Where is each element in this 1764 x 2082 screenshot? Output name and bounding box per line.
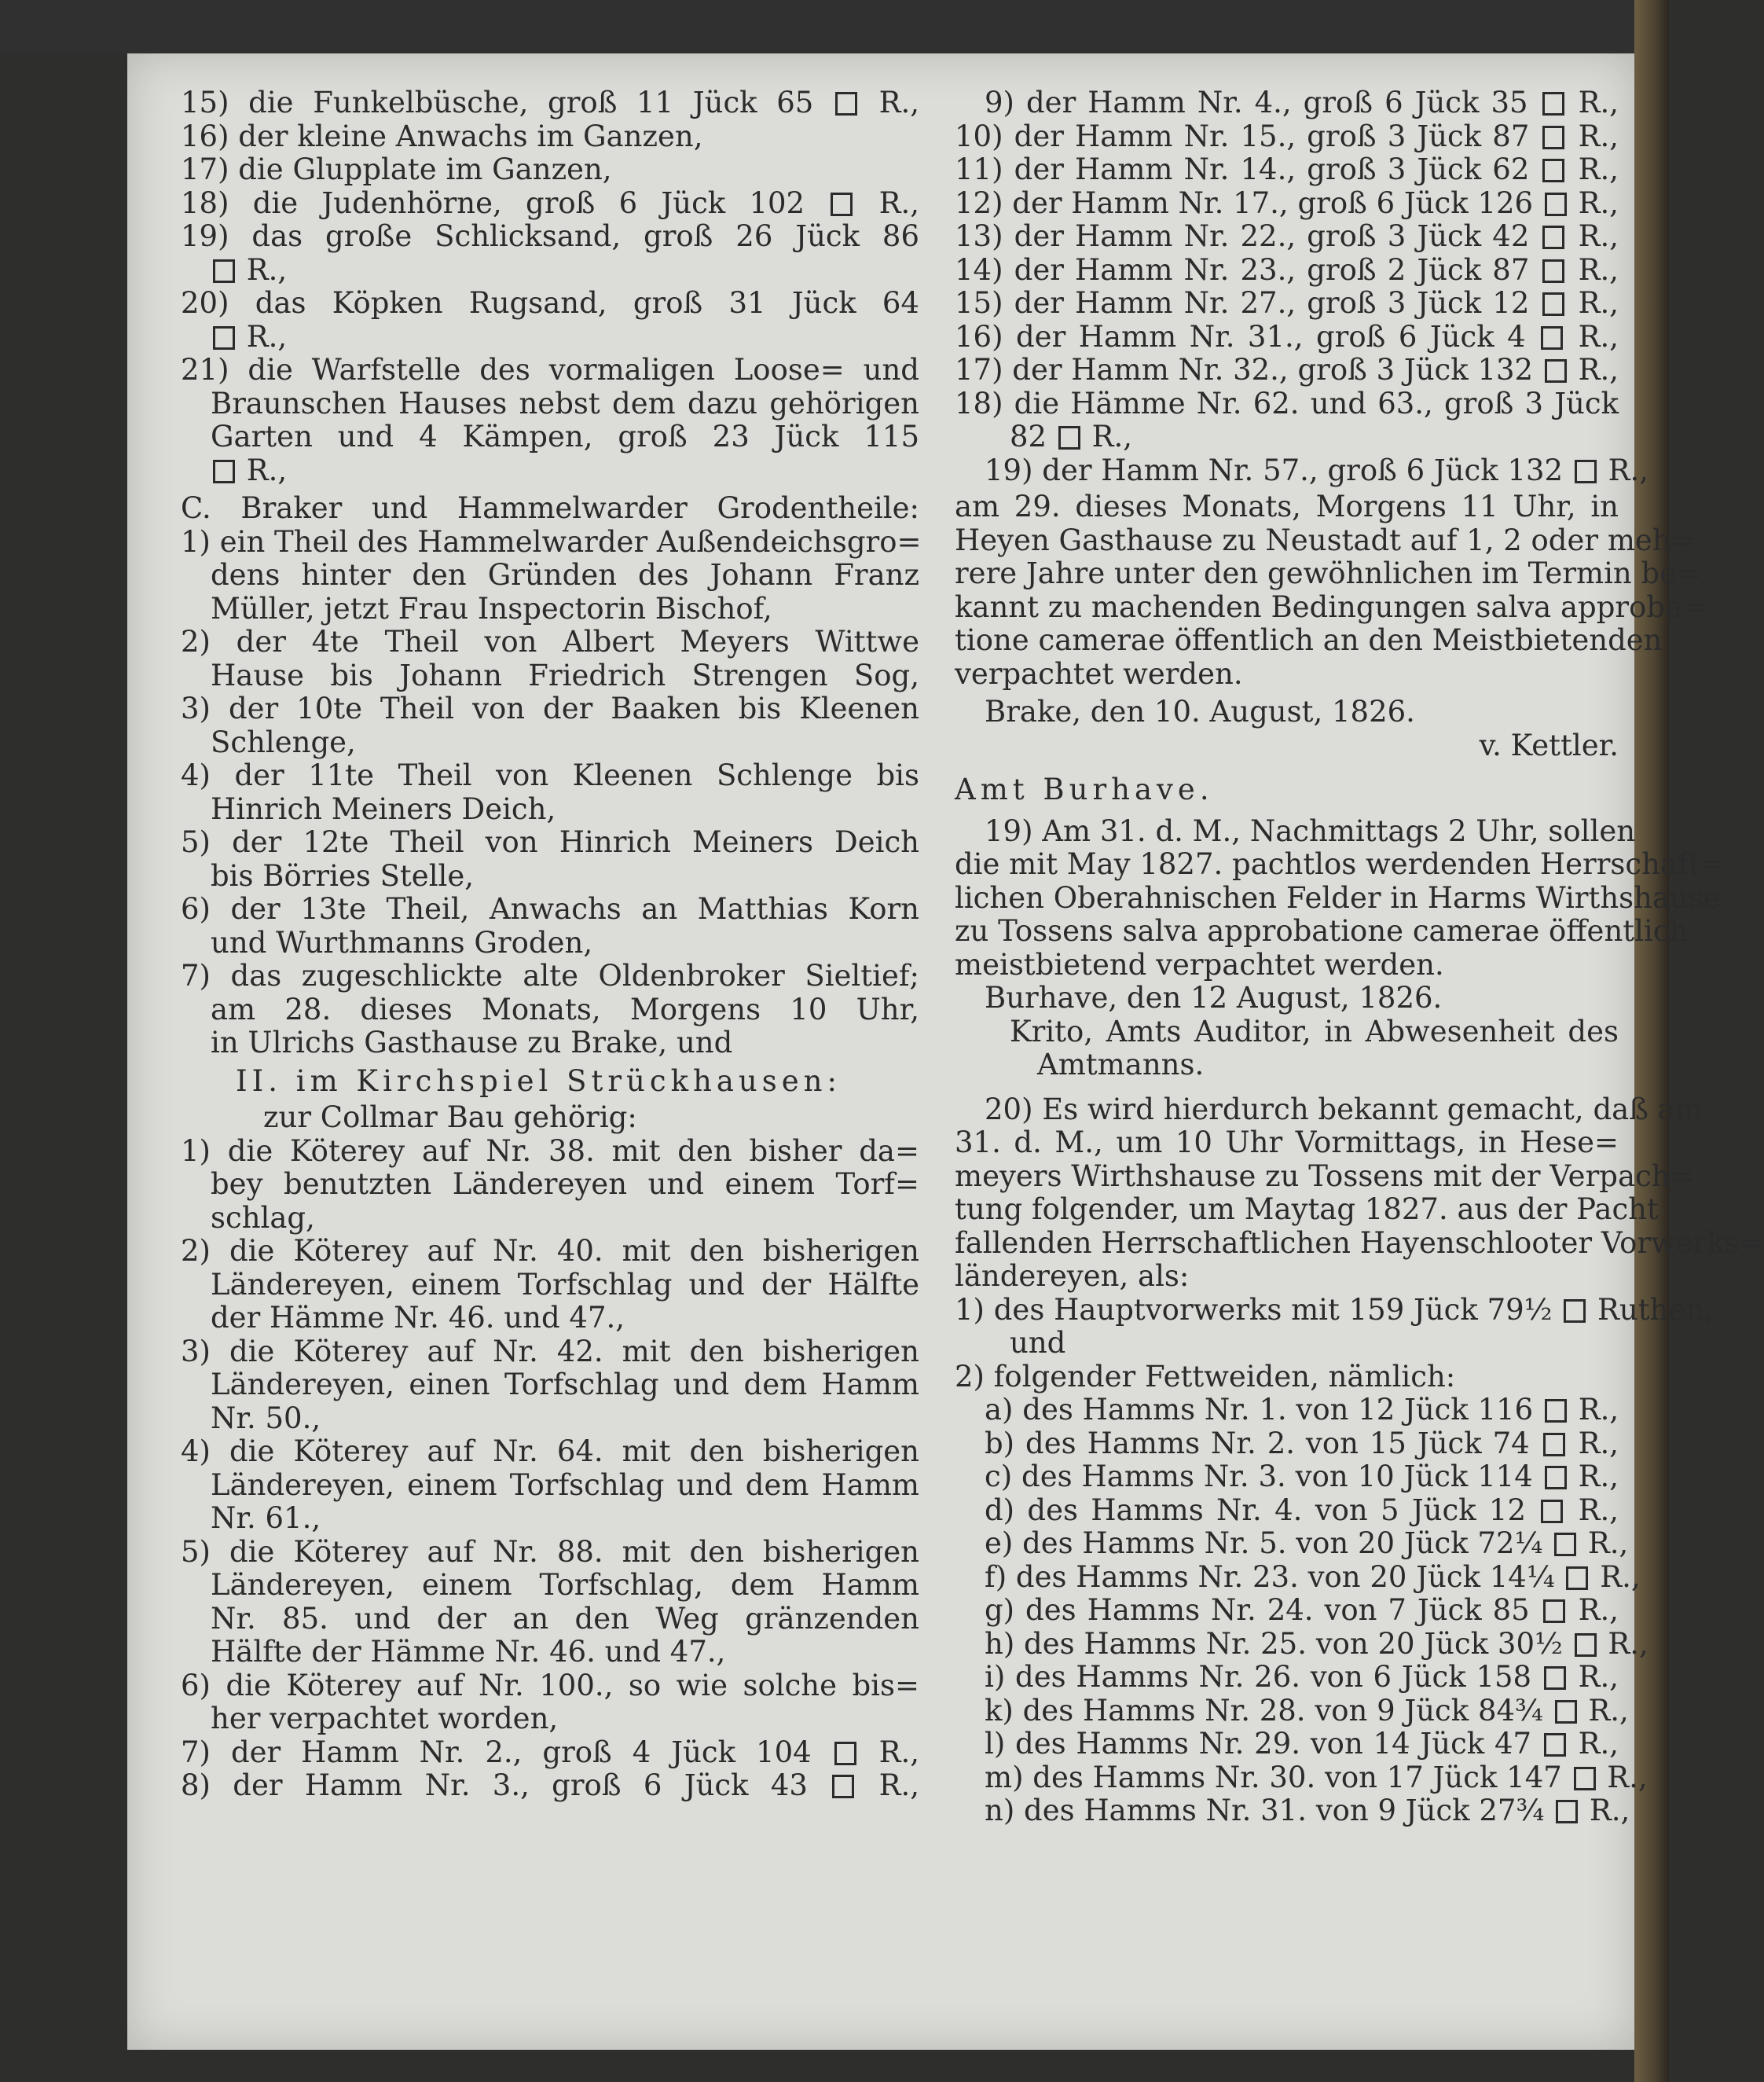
text-line (181, 1469, 919, 1503)
line-suffix: R., (1598, 453, 1648, 487)
line-text: 15) der Hamm Nr. 27., groß 3 Jück 12 (955, 286, 1541, 320)
text-line (955, 589, 1707, 625)
text-line (955, 287, 1619, 321)
line-text: tung folgender, um Maytag 1827. aus der Pacht (955, 1192, 1659, 1226)
line-text: 19) Am 31. d. M., Nachmittags 2 Uhr, sollen (985, 813, 1636, 848)
line-text: am 28. dieses Monats, Morgens 10 Uhr, (211, 992, 919, 1026)
line-text: Amtmanns. (1037, 1048, 1205, 1081)
line-suffix: R., (1567, 1593, 1619, 1627)
text-line (181, 1569, 919, 1603)
text-line (955, 387, 1619, 421)
text-line (181, 287, 919, 321)
line-suffix: R., (1567, 252, 1619, 287)
line-text: Müller, jetzt Frau Inspectorin Bischof, (211, 591, 772, 626)
text-line (181, 492, 919, 526)
line-suffix: R., (1082, 420, 1132, 453)
text-line (955, 1260, 1619, 1294)
square-rod-symbol-icon (1545, 1466, 1567, 1489)
text-line (181, 387, 919, 421)
line-text: bis Börries Stelle, (211, 858, 475, 893)
line-text: Ländereyen, einem Torfschlag, dem Hamm (211, 1568, 919, 1602)
square-rod-symbol-icon (1541, 1500, 1563, 1523)
line-suffix: R., (1565, 1493, 1619, 1527)
text-line (181, 559, 919, 593)
line-text: zur Collmar Bau gehörig: (263, 1100, 637, 1134)
line-text: rere Jahre unter den gewöhnlichen im Termin be= (955, 556, 1702, 590)
square-rod-symbol-icon (1542, 259, 1564, 283)
line-text: 9) der Hamm Nr. 4., groß 6 Jück 35 (985, 86, 1540, 119)
text-line (181, 1368, 919, 1402)
text-line (955, 1225, 1764, 1261)
text-line (955, 1192, 1659, 1227)
line-suffix: R., (1568, 1660, 1619, 1694)
text-line (181, 1302, 919, 1335)
text-line (181, 1235, 919, 1269)
line-suffix: R., (237, 252, 288, 287)
square-rod-symbol-icon (1555, 1700, 1577, 1724)
square-rod-symbol-icon (832, 1775, 854, 1798)
line-text: Ländereyen, einen Torfschlag und dem Hamm (211, 1368, 919, 1401)
text-line (955, 1594, 1619, 1628)
text-line (181, 626, 919, 659)
text-line (955, 1460, 1619, 1494)
text-line (955, 1728, 1619, 1761)
text-line (955, 696, 1619, 729)
line-text: 6) der 13te Theil, Anwachs an Matthias Korn (181, 892, 919, 926)
line-text: und Wurthmanns Groden, (211, 925, 593, 960)
line-suffix: R., (1567, 152, 1619, 186)
square-rod-symbol-icon (1545, 193, 1567, 216)
text-line (955, 523, 1696, 558)
line-text: 4) die Köterey auf Nr. 64. mit den bisherigen (181, 1434, 919, 1468)
line-text: c) des Hamms Nr. 3. von 10 Jück 114 (985, 1460, 1542, 1493)
line-text: Hälfte der Hämme Nr. 46. und 47., (211, 1635, 726, 1669)
text-line (181, 860, 919, 894)
square-rod-symbol-icon (1556, 1800, 1578, 1823)
line-text: 1) die Köterey auf Nr. 38. mit den bisher da= (181, 1133, 919, 1168)
line-text: 82 (1010, 420, 1056, 453)
text-line (181, 993, 919, 1027)
text-line (181, 321, 919, 354)
scan-background-top (0, 0, 1634, 53)
square-rod-symbol-icon (1554, 1533, 1576, 1556)
square-rod-symbol-icon (1543, 1433, 1565, 1456)
line-text: tione camerae öffentlich an den Meistbietenden (955, 623, 1663, 657)
text-line (955, 1394, 1619, 1427)
square-rod-symbol-icon (1566, 1566, 1588, 1590)
line-text: Burhave, den 12 August, 1826. (985, 981, 1443, 1015)
line-text: Hinrich Meiners Deich, (211, 791, 556, 826)
line-text: 1) ein Theil des Hammelwarder Außendeichsgro= (181, 524, 922, 559)
line-suffix: R., (1590, 1559, 1641, 1594)
line-text: g) des Hamms Nr. 24. von 7 Jück 85 (985, 1593, 1541, 1627)
line-text: Hause bis Johann Friedrich Strengen Sog, (211, 658, 919, 692)
line-suffix: R., (1568, 1393, 1619, 1427)
text-line (181, 1736, 919, 1770)
text-line (181, 759, 919, 793)
text-line (181, 254, 919, 288)
text-line (955, 773, 1619, 807)
text-line (955, 1661, 1619, 1695)
text-line (955, 153, 1619, 187)
line-text: 3) der 10te Theil von der Baaken bis Kleenen (181, 692, 919, 725)
line-text: m) des Hamms Nr. 30. von 17 Jück 147 (985, 1760, 1571, 1794)
line-text: 3) die Köterey auf Nr. 42. mit den bisherigen (181, 1334, 919, 1368)
text-line (181, 86, 919, 120)
square-rod-symbol-icon (1058, 426, 1080, 450)
line-text: und (1010, 1326, 1066, 1360)
text-line (955, 813, 1636, 849)
line-suffix: R., (1568, 1727, 1619, 1761)
line-text: C. Braker und Hammelwarder Grodentheile: (181, 491, 919, 525)
square-rod-symbol-icon (213, 326, 235, 350)
text-line (955, 1292, 1714, 1327)
line-text: d) des Hamms Nr. 4. von 5 Jück 12 (985, 1493, 1539, 1527)
text-line (181, 1502, 919, 1536)
square-rod-symbol-icon (1542, 292, 1564, 316)
text-line (955, 1015, 1619, 1049)
line-text: 2) die Köterey auf Nr. 40. mit den bisherigen (181, 1234, 919, 1268)
text-line (181, 354, 919, 387)
text-line (955, 1760, 1648, 1795)
line-text: a) des Hamms Nr. 1. von 12 Jück 116 (985, 1393, 1542, 1427)
square-rod-symbol-icon (1575, 460, 1597, 483)
text-line (181, 420, 919, 454)
text-line (955, 1526, 1629, 1561)
text-line (181, 659, 919, 693)
line-text: f) des Hamms Nr. 23. von 20 Jück 14¼ (985, 1559, 1564, 1594)
line-text: 17) die Glupplate im Ganzen, (181, 152, 612, 186)
line-text: 5) der 12te Theil von Hinrich Meiners Deich (181, 825, 919, 859)
line-text: Ländereyen, einem Torfschlag und dem Hamm (211, 1467, 919, 1502)
text-line (181, 220, 919, 254)
line-text: 19) das große Schlicksand, groß 26 Jück 86 (181, 219, 919, 253)
line-text: der Hämme Nr. 46. und 47., (211, 1301, 625, 1335)
line-text: ländereyen, als: (955, 1259, 1190, 1293)
line-suffix: R., (1568, 185, 1619, 220)
text-line (955, 1794, 1630, 1828)
line-text: 5) die Köterey auf Nr. 88. mit den bisherigen (181, 1534, 919, 1569)
line-suffix: R., (855, 185, 919, 220)
text-line (955, 220, 1619, 254)
square-rod-symbol-icon (1541, 326, 1563, 350)
text-line (181, 1135, 919, 1169)
text-line (955, 847, 1725, 882)
square-rod-symbol-icon (1574, 1767, 1596, 1790)
line-suffix: R., (1568, 353, 1619, 387)
text-line (181, 153, 919, 187)
text-line (955, 354, 1619, 387)
line-text: meyers Wirthshause zu Tossens mit der Verpach= (955, 1159, 1695, 1193)
line-suffix: R., (1566, 86, 1619, 119)
line-suffix: R., (1568, 1460, 1619, 1493)
line-text: zu Tossens salva approbatione camerae öffentlich (955, 914, 1689, 948)
text-line (181, 1202, 919, 1236)
line-text: 21) die Warfstelle des vormaligen Loose= und (181, 353, 919, 387)
text-line (955, 729, 1619, 763)
line-text: Brake, den 10. August, 1826. (985, 695, 1415, 729)
line-text: meistbietend verpachtet werden. (955, 947, 1444, 982)
line-text: 4) der 11te Theil von Kleenen Schlenge bis (181, 758, 919, 792)
line-text: 16) der kleine Anwachs im Ganzen, (181, 119, 703, 153)
line-text: 31. d. M., um 10 Uhr Vormittags, in Hese= (955, 1125, 1619, 1159)
line-suffix: R., (1565, 319, 1619, 354)
text-line (955, 490, 1619, 524)
text-line (955, 321, 1619, 354)
square-rod-symbol-icon (1545, 1399, 1567, 1423)
line-text: die mit May 1827. pachtlos werdenden Herrschaft= (955, 847, 1725, 881)
line-text: Nr. 50., (211, 1401, 321, 1435)
square-rod-symbol-icon (213, 460, 235, 483)
line-text: n) des Hamms Nr. 31. von 9 Jück 27¾ (985, 1794, 1554, 1827)
square-rod-symbol-icon (1542, 226, 1564, 249)
line-text: 20) das Köpken Rugsand, groß 31 Jück 64 (181, 286, 919, 320)
line-text: 8) der Hamm Nr. 3., groß 6 Jück 43 (181, 1768, 831, 1802)
text-line (181, 1065, 919, 1099)
square-rod-symbol-icon (831, 193, 853, 216)
line-suffix: R., (1579, 1693, 1629, 1728)
text-line (955, 1360, 1619, 1394)
line-text: Krito, Amts Auditor, in Abwesenheit des (1010, 1014, 1619, 1048)
text-line (181, 120, 919, 154)
text-line (181, 960, 919, 993)
text-line (955, 1159, 1695, 1194)
text-line (181, 793, 919, 827)
line-text: h) des Hamms Nr. 25. von 20 Jück 30½ (985, 1626, 1572, 1661)
line-text: e) des Hamms Nr. 5. von 20 Jück 72¼ (985, 1526, 1553, 1560)
square-rod-symbol-icon (1542, 92, 1564, 116)
left-column (181, 86, 922, 1803)
text-line (955, 1427, 1619, 1461)
text-line (181, 187, 919, 221)
line-text: 6) die Köterey auf Nr. 100., so wie solche bis= (181, 1668, 919, 1702)
line-suffix: R., (1567, 219, 1619, 253)
text-line (955, 1693, 1629, 1728)
line-text: 19) der Hamm Nr. 57., groß 6 Jück 132 (985, 453, 1572, 487)
line-text: 18) die Judenhörne, groß 6 Jück 102 (181, 185, 829, 220)
line-text: 20) Es wird hierdurch bekannt gemacht, daß am (985, 1092, 1703, 1126)
line-text: 16) der Hamm Nr. 31., groß 6 Jück 4 (955, 319, 1539, 354)
line-text: v. Kettler. (1479, 728, 1619, 762)
line-text: 11) der Hamm Nr. 14., groß 3 Jück 62 (955, 152, 1541, 186)
line-text: Braunschen Hauses nebst dem dazu gehörigen (211, 386, 919, 420)
line-text: 2) der 4te Theil von Albert Meyers Wittwe (181, 625, 919, 659)
square-rod-symbol-icon (1543, 1599, 1565, 1623)
line-suffix: R., (237, 319, 288, 354)
text-line (955, 982, 1619, 1015)
line-text: in Ulrichs Gasthause zu Brake, und (211, 1026, 733, 1059)
text-line (955, 187, 1619, 221)
line-suffix: R., (1567, 119, 1619, 153)
line-text: Heyen Gasthause zu Neustadt auf 1, 2 oder meh= (955, 523, 1696, 557)
line-suffix: R., (1580, 1794, 1630, 1827)
line-text: 12) der Hamm Nr. 17., groß 6 Jück 126 (955, 185, 1542, 220)
text-line (181, 1335, 919, 1369)
text-line (181, 1269, 919, 1302)
square-rod-symbol-icon (1544, 1733, 1566, 1757)
line-suffix: R., (1567, 1426, 1619, 1460)
line-text: Garten und 4 Kämpen, groß 23 Jück 115 (211, 420, 919, 453)
text-line (955, 914, 1689, 949)
text-line (955, 254, 1619, 288)
line-suffix: R., (856, 1768, 919, 1802)
text-line (955, 1327, 1619, 1360)
text-line (181, 1636, 919, 1669)
line-text: k) des Hamms Nr. 28. von 9 Jück 84¾ (985, 1693, 1553, 1728)
text-line (181, 726, 919, 760)
line-text: Schlenge, (211, 725, 356, 759)
line-text: Nr. 61., (211, 1501, 321, 1535)
text-line (955, 949, 1619, 982)
line-text: verpachtet werden. (955, 656, 1243, 691)
text-line (181, 927, 919, 960)
text-line (955, 880, 1721, 916)
text-line (181, 1168, 919, 1202)
line-suffix: R., (237, 453, 288, 487)
square-rod-symbol-icon (1564, 1299, 1586, 1323)
text-line (955, 623, 1663, 658)
square-rod-symbol-icon (1544, 1666, 1566, 1690)
text-line (181, 1402, 919, 1436)
text-line (181, 1702, 919, 1736)
line-text: 7) der Hamm Nr. 2., groß 4 Jück 104 (181, 1735, 832, 1769)
text-line (955, 120, 1619, 154)
line-text: 15) die Funkelbüsche, groß 11 Jück 65 (181, 86, 833, 119)
text-line (955, 453, 1648, 488)
line-text: lichen Oberahnischen Felder in Harms Wirthshause (955, 880, 1721, 915)
square-rod-symbol-icon (1542, 159, 1564, 182)
line-text: 13) der Hamm Nr. 22., groß 3 Jück 42 (955, 219, 1541, 253)
text-line (181, 454, 919, 488)
square-rod-symbol-icon (834, 1742, 856, 1765)
line-suffix: R., (1597, 1760, 1648, 1794)
line-text: bey benutzten Ländereyen und einem Torf= (211, 1167, 919, 1201)
text-line (181, 1669, 919, 1703)
line-text: b) des Hamms Nr. 2. von 15 Jück 74 (985, 1426, 1541, 1460)
line-suffix: R., (1598, 1626, 1648, 1661)
line-text: 18) die Hämme Nr. 62. und 63., groß 3 Jück (955, 386, 1619, 420)
text-line (955, 556, 1702, 591)
line-suffix: R., (1567, 286, 1619, 320)
text-line (181, 524, 922, 560)
line-text: fallenden Herrschaftlichen Hayenschlooter Vorwerks= (955, 1225, 1764, 1260)
line-text: am 29. dieses Monats, Morgens 11 Uhr, in (955, 490, 1619, 523)
line-text: 14) der Hamm Nr. 23., groß 2 Jück 87 (955, 252, 1541, 287)
text-line (181, 893, 919, 927)
text-line (181, 1603, 919, 1636)
line-suffix: R., (1579, 1526, 1629, 1560)
line-text: i) des Hamms Nr. 26. von 6 Jück 158 (985, 1660, 1542, 1694)
text-line (955, 86, 1619, 120)
text-line (181, 1101, 919, 1135)
text-line (181, 1435, 919, 1469)
text-line (181, 1536, 919, 1570)
line-text: 7) das zugeschlickte alte Oldenbroker Sieltief; (181, 959, 919, 993)
line-text: 10) der Hamm Nr. 15., groß 3 Jück 87 (955, 119, 1541, 153)
text-line (955, 1559, 1641, 1595)
square-rod-symbol-icon (1575, 1633, 1597, 1657)
square-rod-symbol-icon (213, 259, 235, 283)
line-suffix: R., (859, 86, 919, 119)
line-text: Amt Burhave. (955, 773, 1214, 806)
square-rod-symbol-icon (1545, 359, 1567, 383)
text-line (955, 1092, 1703, 1127)
line-text: l) des Hamms Nr. 29. von 14 Jück 47 (985, 1727, 1542, 1761)
line-text: 17) der Hamm Nr. 32., groß 3 Jück 132 (955, 353, 1542, 387)
text-line (955, 658, 1619, 692)
text-line (181, 826, 919, 860)
line-text: 1) des Hauptvorwerks mit 159 Jück 79½ (955, 1292, 1562, 1327)
line-text: schlag, (211, 1200, 315, 1235)
line-text: Nr. 85. und der an den Weg gränzenden (211, 1601, 919, 1636)
line-text: II. im Kirchspiel Strückhausen: (236, 1063, 842, 1098)
text-line (181, 593, 919, 626)
text-line (181, 1026, 919, 1060)
text-line (955, 1494, 1619, 1528)
line-suffix: Ruthen, (1588, 1292, 1714, 1327)
square-rod-symbol-icon (1542, 126, 1564, 149)
line-text: Ländereyen, einem Torfschlag und der Hälfte (211, 1267, 919, 1302)
text-line (181, 1769, 919, 1803)
text-line (955, 420, 1619, 454)
right-column (955, 86, 1764, 1828)
text-line (181, 692, 919, 726)
square-rod-symbol-icon (835, 92, 857, 116)
line-suffix: R., (858, 1735, 919, 1769)
line-text: her verpachtet worden, (211, 1702, 559, 1735)
line-text: dens hinter den Gründen des Johann Franz (211, 558, 919, 592)
text-line (955, 1048, 1619, 1082)
line-text: 2) folgender Fettweiden, nämlich: (955, 1359, 1456, 1394)
text-line (955, 1626, 1648, 1662)
line-text: kannt zu machenden Bedingungen salva approba= (955, 589, 1707, 624)
text-line (955, 1126, 1619, 1160)
